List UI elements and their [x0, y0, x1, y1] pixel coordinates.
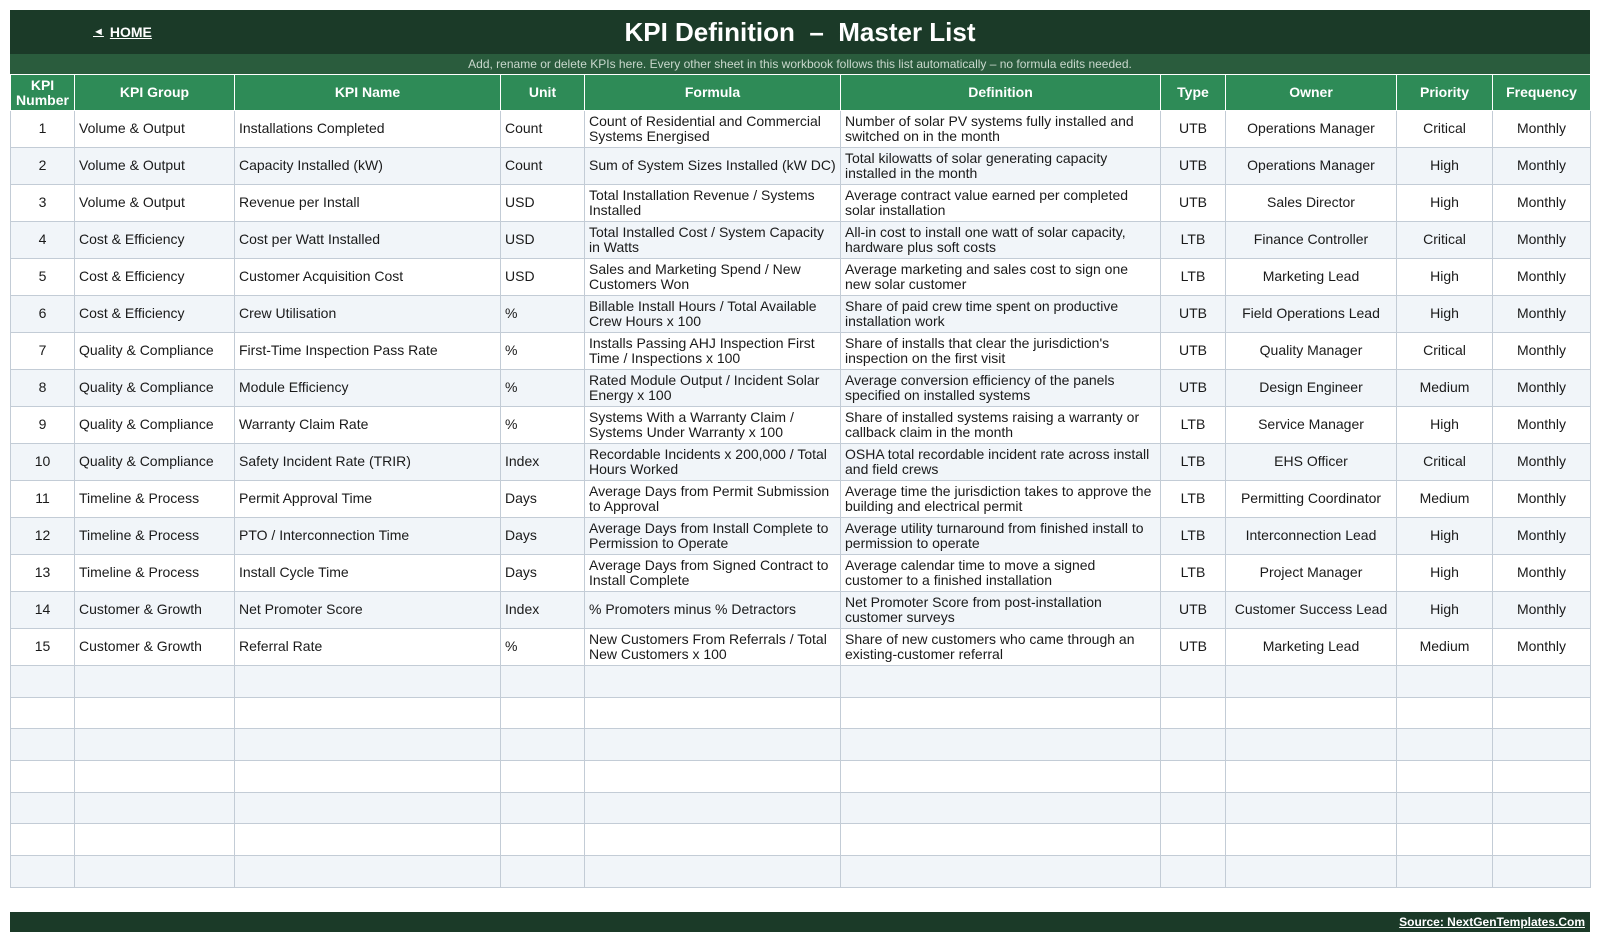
empty-cell[interactable]: [11, 729, 75, 761]
cell-name[interactable]: Customer Acquisition Cost: [235, 259, 501, 296]
cell-unit[interactable]: USD: [501, 185, 585, 222]
col-header-unit[interactable]: Unit: [501, 75, 585, 111]
cell-type[interactable]: UTB: [1161, 592, 1226, 629]
empty-cell[interactable]: [501, 824, 585, 856]
cell-priority[interactable]: High: [1397, 518, 1493, 555]
empty-cell[interactable]: [75, 761, 235, 793]
cell-type[interactable]: UTB: [1161, 111, 1226, 148]
instructions-banner: Add, rename or delete KPIs here. Every other sheet in this workbook follows this list automatically – no formula edits needed.: [10, 54, 1590, 74]
cell-priority[interactable]: High: [1397, 259, 1493, 296]
cell-formula[interactable]: % Promoters minus % Detractors: [585, 592, 841, 629]
cell-formula[interactable]: Average Days from Permit Submission to Approval: [585, 481, 841, 518]
cell-name[interactable]: Warranty Claim Rate: [235, 407, 501, 444]
cell-type[interactable]: UTB: [1161, 333, 1226, 370]
cell-priority[interactable]: High: [1397, 148, 1493, 185]
cell-owner[interactable]: Interconnection Lead: [1226, 518, 1397, 555]
cell-group[interactable]: Timeline & Process: [75, 555, 235, 592]
cell-owner[interactable]: Customer Success Lead: [1226, 592, 1397, 629]
cell-owner[interactable]: EHS Officer: [1226, 444, 1397, 481]
cell-frequency[interactable]: Monthly: [1493, 370, 1591, 407]
empty-cell[interactable]: [75, 856, 235, 888]
cell-definition[interactable]: Share of new customers who came through an existing-customer referral: [841, 629, 1161, 666]
cell-number[interactable]: 11: [11, 481, 75, 518]
cell-name[interactable]: Module Efficiency: [235, 370, 501, 407]
cell-formula[interactable]: Total Installation Revenue / Systems Installed: [585, 185, 841, 222]
cell-number[interactable]: 2: [11, 148, 75, 185]
empty-table-row: [11, 697, 1591, 729]
empty-cell[interactable]: [841, 856, 1161, 888]
cell-definition[interactable]: All-in cost to install one watt of solar capacity, hardware plus soft costs: [841, 222, 1161, 259]
col-header-kpi-number[interactable]: KPI Number: [11, 75, 75, 111]
cell-unit[interactable]: Days: [501, 481, 585, 518]
empty-cell[interactable]: [1493, 856, 1591, 888]
cell-type[interactable]: UTB: [1161, 629, 1226, 666]
cell-name[interactable]: Installations Completed: [235, 111, 501, 148]
cell-priority[interactable]: Critical: [1397, 333, 1493, 370]
empty-cell[interactable]: [75, 697, 235, 729]
empty-cell[interactable]: [1226, 824, 1397, 856]
cell-formula[interactable]: Systems With a Warranty Claim / Systems Under Warranty x 100: [585, 407, 841, 444]
cell-owner[interactable]: Quality Manager: [1226, 333, 1397, 370]
page-title: KPI Definition – Master List: [624, 17, 976, 47]
cell-frequency[interactable]: Monthly: [1493, 518, 1591, 555]
cell-definition[interactable]: Average time the jurisdiction takes to approve the building and electrical permit: [841, 481, 1161, 518]
cell-priority[interactable]: Critical: [1397, 222, 1493, 259]
empty-cell[interactable]: [1397, 729, 1493, 761]
empty-table-row: [11, 856, 1591, 888]
empty-cell[interactable]: [1226, 729, 1397, 761]
empty-cell[interactable]: [1226, 856, 1397, 888]
empty-cell[interactable]: [75, 824, 235, 856]
cell-formula[interactable]: Total Installed Cost / System Capacity in Watts: [585, 222, 841, 259]
empty-cell[interactable]: [841, 697, 1161, 729]
cell-frequency[interactable]: Monthly: [1493, 296, 1591, 333]
cell-frequency[interactable]: Monthly: [1493, 592, 1591, 629]
cell-type[interactable]: LTB: [1161, 259, 1226, 296]
empty-cell[interactable]: [235, 792, 501, 824]
cell-unit[interactable]: Index: [501, 444, 585, 481]
cell-group[interactable]: Quality & Compliance: [75, 407, 235, 444]
col-header-owner[interactable]: Owner: [1226, 75, 1397, 111]
cell-owner[interactable]: Operations Manager: [1226, 148, 1397, 185]
empty-cell[interactable]: [501, 697, 585, 729]
cell-name[interactable]: Install Cycle Time: [235, 555, 501, 592]
empty-cell[interactable]: [1397, 697, 1493, 729]
empty-cell[interactable]: [1161, 792, 1226, 824]
cell-unit[interactable]: %: [501, 407, 585, 444]
cell-priority[interactable]: Medium: [1397, 629, 1493, 666]
cell-owner[interactable]: Marketing Lead: [1226, 629, 1397, 666]
cell-owner[interactable]: Project Manager: [1226, 555, 1397, 592]
empty-cell[interactable]: [1226, 666, 1397, 698]
home-label: HOME: [109, 24, 152, 40]
cell-priority[interactable]: High: [1397, 555, 1493, 592]
col-header-type[interactable]: Type: [1161, 75, 1226, 111]
col-header-kpi-group[interactable]: KPI Group: [75, 75, 235, 111]
table-row: [11, 259, 1591, 296]
empty-cell[interactable]: [1226, 792, 1397, 824]
col-header-formula[interactable]: Formula: [585, 75, 841, 111]
empty-table-row: [11, 729, 1591, 761]
cell-number[interactable]: 3: [11, 185, 75, 222]
cell-formula[interactable]: Sum of System Sizes Installed (kW DC): [585, 148, 841, 185]
cell-number[interactable]: 15: [11, 629, 75, 666]
empty-cell[interactable]: [1226, 761, 1397, 793]
cell-name[interactable]: Cost per Watt Installed: [235, 222, 501, 259]
cell-unit[interactable]: %: [501, 629, 585, 666]
cell-frequency[interactable]: Monthly: [1493, 481, 1591, 518]
cell-priority[interactable]: Medium: [1397, 481, 1493, 518]
empty-cell[interactable]: [1397, 666, 1493, 698]
col-header-definition[interactable]: Definition: [841, 75, 1161, 111]
empty-cell[interactable]: [1397, 856, 1493, 888]
cell-group[interactable]: Customer & Growth: [75, 592, 235, 629]
cell-number[interactable]: 12: [11, 518, 75, 555]
cell-owner[interactable]: Field Operations Lead: [1226, 296, 1397, 333]
cell-definition[interactable]: Average utility turnaround from finished install to permission to operate: [841, 518, 1161, 555]
table-row: [11, 629, 1591, 666]
empty-cell[interactable]: [1397, 792, 1493, 824]
cell-definition[interactable]: Share of installed systems raising a warranty or callback claim in the month: [841, 407, 1161, 444]
cell-name[interactable]: Referral Rate: [235, 629, 501, 666]
empty-cell[interactable]: [501, 856, 585, 888]
left-arrow-icon: ◄: [93, 26, 104, 38]
cell-formula[interactable]: Sales and Marketing Spend / New Customers Won: [585, 259, 841, 296]
cell-definition[interactable]: Share of installs that clear the jurisdiction's inspection on the first visit: [841, 333, 1161, 370]
empty-cell[interactable]: [1161, 856, 1226, 888]
cell-priority[interactable]: High: [1397, 592, 1493, 629]
cell-type[interactable]: LTB: [1161, 222, 1226, 259]
cell-definition[interactable]: OSHA total recordable incident rate across install and field crews: [841, 444, 1161, 481]
empty-cell[interactable]: [1493, 792, 1591, 824]
cell-priority[interactable]: High: [1397, 296, 1493, 333]
empty-cell[interactable]: [11, 824, 75, 856]
cell-formula[interactable]: New Customers From Referrals / Total New Customers x 100: [585, 629, 841, 666]
cell-group[interactable]: Customer & Growth: [75, 629, 235, 666]
empty-cell[interactable]: [1226, 697, 1397, 729]
cell-unit[interactable]: %: [501, 296, 585, 333]
cell-definition[interactable]: Total kilowatts of solar generating capacity installed in the month: [841, 148, 1161, 185]
empty-cell[interactable]: [501, 666, 585, 698]
cell-name[interactable]: PTO / Interconnection Time: [235, 518, 501, 555]
cell-type[interactable]: LTB: [1161, 407, 1226, 444]
empty-table-row: [11, 761, 1591, 793]
cell-unit[interactable]: %: [501, 333, 585, 370]
empty-cell[interactable]: [11, 856, 75, 888]
cell-owner[interactable]: Sales Director: [1226, 185, 1397, 222]
source-link[interactable]: Source: NextGenTemplates.Com: [1399, 915, 1585, 929]
cell-owner[interactable]: Operations Manager: [1226, 111, 1397, 148]
cell-group[interactable]: Quality & Compliance: [75, 333, 235, 370]
cell-owner[interactable]: Service Manager: [1226, 407, 1397, 444]
col-header-frequency[interactable]: Frequency: [1493, 75, 1591, 111]
cell-frequency[interactable]: Monthly: [1493, 111, 1591, 148]
cell-unit[interactable]: Days: [501, 555, 585, 592]
cell-unit[interactable]: Index: [501, 592, 585, 629]
cell-priority[interactable]: High: [1397, 185, 1493, 222]
table-row: [11, 592, 1591, 629]
empty-cell[interactable]: [841, 666, 1161, 698]
cell-definition[interactable]: Net Promoter Score from post-installation customer surveys: [841, 592, 1161, 629]
empty-cell[interactable]: [235, 761, 501, 793]
cell-owner[interactable]: Finance Controller: [1226, 222, 1397, 259]
empty-cell[interactable]: [1493, 729, 1591, 761]
empty-cell[interactable]: [841, 792, 1161, 824]
empty-cell[interactable]: [1161, 697, 1226, 729]
empty-cell[interactable]: [11, 697, 75, 729]
cell-owner[interactable]: Marketing Lead: [1226, 259, 1397, 296]
col-header-priority[interactable]: Priority: [1397, 75, 1493, 111]
cell-type[interactable]: UTB: [1161, 296, 1226, 333]
cell-definition[interactable]: Average conversion efficiency of the panels specified on installed systems: [841, 370, 1161, 407]
empty-cell[interactable]: [75, 666, 235, 698]
cell-group[interactable]: Timeline & Process: [75, 518, 235, 555]
empty-cell[interactable]: [235, 856, 501, 888]
cell-unit[interactable]: USD: [501, 259, 585, 296]
cell-definition[interactable]: Number of solar PV systems fully installed and switched on in the month: [841, 111, 1161, 148]
cell-group[interactable]: Quality & Compliance: [75, 444, 235, 481]
cell-type[interactable]: UTB: [1161, 185, 1226, 222]
cell-number[interactable]: 10: [11, 444, 75, 481]
empty-cell[interactable]: [235, 824, 501, 856]
cell-type[interactable]: LTB: [1161, 444, 1226, 481]
cell-name[interactable]: First-Time Inspection Pass Rate: [235, 333, 501, 370]
table-header-row: [11, 75, 1591, 111]
cell-number[interactable]: 6: [11, 296, 75, 333]
table-row: [11, 296, 1591, 333]
empty-cell[interactable]: [11, 792, 75, 824]
cell-definition[interactable]: Average contract value earned per completed solar installation: [841, 185, 1161, 222]
empty-cell[interactable]: [841, 761, 1161, 793]
table-row: [11, 185, 1591, 222]
cell-unit[interactable]: Count: [501, 111, 585, 148]
empty-cell[interactable]: [1161, 824, 1226, 856]
cell-type[interactable]: LTB: [1161, 481, 1226, 518]
table-row: [11, 444, 1591, 481]
cell-formula[interactable]: Rated Module Output / Incident Solar Energy x 100: [585, 370, 841, 407]
cell-unit[interactable]: Days: [501, 518, 585, 555]
empty-cell[interactable]: [1397, 824, 1493, 856]
cell-formula[interactable]: Installs Passing AHJ Inspection First Time / Inspections x 100: [585, 333, 841, 370]
empty-cell[interactable]: [585, 856, 841, 888]
empty-cell[interactable]: [501, 761, 585, 793]
cell-type[interactable]: LTB: [1161, 555, 1226, 592]
empty-cell[interactable]: [841, 824, 1161, 856]
cell-name[interactable]: Net Promoter Score: [235, 592, 501, 629]
table-row: [11, 148, 1591, 185]
empty-cell[interactable]: [585, 729, 841, 761]
cell-frequency[interactable]: Monthly: [1493, 148, 1591, 185]
header-bar: [10, 10, 1590, 54]
cell-number[interactable]: 14: [11, 592, 75, 629]
cell-definition[interactable]: Average calendar time to move a signed customer to a finished installation: [841, 555, 1161, 592]
cell-type[interactable]: UTB: [1161, 370, 1226, 407]
cell-definition[interactable]: Average marketing and sales cost to sign one new solar customer: [841, 259, 1161, 296]
empty-cell[interactable]: [585, 824, 841, 856]
cell-number[interactable]: 8: [11, 370, 75, 407]
col-header-kpi-name[interactable]: KPI Name: [235, 75, 501, 111]
cell-frequency[interactable]: Monthly: [1493, 407, 1591, 444]
cell-group[interactable]: Volume & Output: [75, 148, 235, 185]
cell-name[interactable]: Permit Approval Time: [235, 481, 501, 518]
cell-formula[interactable]: Recordable Incidents x 200,000 / Total Hours Worked: [585, 444, 841, 481]
empty-cell[interactable]: [75, 729, 235, 761]
cell-name[interactable]: Crew Utilisation: [235, 296, 501, 333]
empty-cell[interactable]: [235, 666, 501, 698]
cell-group[interactable]: Cost & Efficiency: [75, 222, 235, 259]
cell-formula[interactable]: Count of Residential and Commercial Systems Energised: [585, 111, 841, 148]
empty-cell[interactable]: [501, 792, 585, 824]
cell-group[interactable]: Cost & Efficiency: [75, 296, 235, 333]
empty-cell[interactable]: [11, 666, 75, 698]
cell-group[interactable]: Timeline & Process: [75, 481, 235, 518]
table-row: [11, 518, 1591, 555]
empty-cell[interactable]: [1493, 761, 1591, 793]
empty-cell[interactable]: [1397, 761, 1493, 793]
empty-cell[interactable]: [585, 792, 841, 824]
cell-number[interactable]: 4: [11, 222, 75, 259]
table-row: [11, 555, 1591, 592]
empty-cell[interactable]: [501, 729, 585, 761]
cell-unit[interactable]: %: [501, 370, 585, 407]
empty-cell[interactable]: [1161, 666, 1226, 698]
cell-frequency[interactable]: Monthly: [1493, 259, 1591, 296]
table-row: [11, 407, 1591, 444]
empty-table-row: [11, 824, 1591, 856]
table-row: [11, 111, 1591, 148]
cell-definition[interactable]: Share of paid crew time spent on productive installation work: [841, 296, 1161, 333]
empty-cell[interactable]: [585, 697, 841, 729]
cell-number[interactable]: 13: [11, 555, 75, 592]
cell-frequency[interactable]: Monthly: [1493, 222, 1591, 259]
empty-cell[interactable]: [1493, 824, 1591, 856]
empty-cell[interactable]: [1161, 729, 1226, 761]
cell-unit[interactable]: Count: [501, 148, 585, 185]
cell-type[interactable]: LTB: [1161, 518, 1226, 555]
cell-frequency[interactable]: Monthly: [1493, 629, 1591, 666]
table-row: [11, 333, 1591, 370]
empty-cell[interactable]: [585, 761, 841, 793]
cell-number[interactable]: 9: [11, 407, 75, 444]
cell-number[interactable]: 5: [11, 259, 75, 296]
cell-formula[interactable]: Billable Install Hours / Total Available Crew Hours x 100: [585, 296, 841, 333]
cell-name[interactable]: Safety Incident Rate (TRIR): [235, 444, 501, 481]
cell-frequency[interactable]: Monthly: [1493, 333, 1591, 370]
empty-table-row: [11, 666, 1591, 698]
empty-cell[interactable]: [1493, 666, 1591, 698]
table-row: [11, 481, 1591, 518]
cell-group[interactable]: Volume & Output: [75, 111, 235, 148]
cell-owner[interactable]: Design Engineer: [1226, 370, 1397, 407]
empty-cell[interactable]: [1493, 697, 1591, 729]
cell-type[interactable]: UTB: [1161, 148, 1226, 185]
cell-group[interactable]: Volume & Output: [75, 185, 235, 222]
footer-bar: [10, 912, 1590, 932]
cell-name[interactable]: Capacity Installed (kW): [235, 148, 501, 185]
empty-cell[interactable]: [11, 761, 75, 793]
cell-name[interactable]: Revenue per Install: [235, 185, 501, 222]
empty-cell[interactable]: [841, 729, 1161, 761]
empty-table-row: [11, 792, 1591, 824]
empty-cell[interactable]: [75, 792, 235, 824]
empty-cell[interactable]: [235, 729, 501, 761]
cell-priority[interactable]: Medium: [1397, 370, 1493, 407]
cell-unit[interactable]: USD: [501, 222, 585, 259]
cell-priority[interactable]: Critical: [1397, 444, 1493, 481]
table-row: [11, 370, 1591, 407]
cell-owner[interactable]: Permitting Coordinator: [1226, 481, 1397, 518]
cell-formula[interactable]: Average Days from Install Complete to Permission to Operate: [585, 518, 841, 555]
cell-formula[interactable]: Average Days from Signed Contract to Install Complete: [585, 555, 841, 592]
kpi-master-table: [10, 74, 1591, 888]
table-row: [11, 222, 1591, 259]
empty-cell[interactable]: [1161, 761, 1226, 793]
empty-cell[interactable]: [235, 697, 501, 729]
cell-priority[interactable]: High: [1397, 407, 1493, 444]
cell-group[interactable]: Quality & Compliance: [75, 370, 235, 407]
cell-number[interactable]: 1: [11, 111, 75, 148]
cell-frequency[interactable]: Monthly: [1493, 555, 1591, 592]
cell-frequency[interactable]: Monthly: [1493, 444, 1591, 481]
cell-frequency[interactable]: Monthly: [1493, 185, 1591, 222]
cell-group[interactable]: Cost & Efficiency: [75, 259, 235, 296]
cell-priority[interactable]: Critical: [1397, 111, 1493, 148]
cell-number[interactable]: 7: [11, 333, 75, 370]
empty-cell[interactable]: [585, 666, 841, 698]
